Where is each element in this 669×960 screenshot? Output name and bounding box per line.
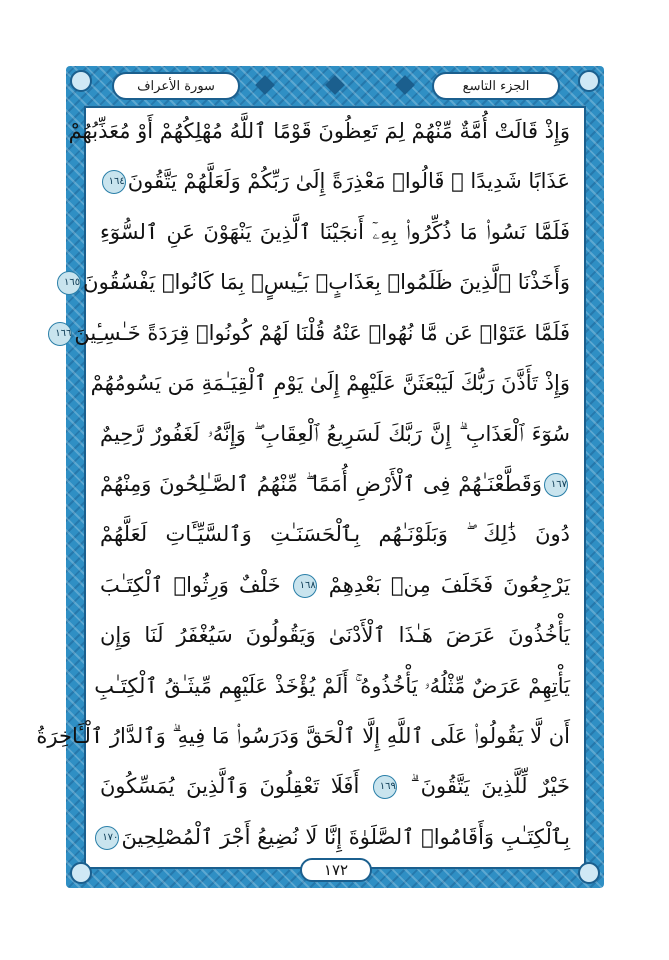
verse-line — [68, 114, 570, 148]
verse-line — [90, 366, 570, 400]
corner-ornament — [578, 862, 600, 884]
verse-line-text: دُونَ ذَٰلِكَ ۖ وَبَلَوْنَـٰهُم بِٱلْحَسَنَـٰتِ وَٱلسَّيِّـَٔاتِ لَعَلَّهُمْ — [100, 522, 570, 547]
verse-line-text: بِٱلْكِتَـٰبِ وَأَقَامُوا۟ ٱلصَّلَوٰةَ إِنَّا لَا نُضِيعُ أَجْرَ ٱلْمُصْلِحِينَ — [121, 824, 570, 849]
verse-line-text: وَإِذْ تَأَذَّنَ رَبُّكَ لَيَبْعَثَنَّ عَلَيْهِمْ إِلَىٰ يَوْمِ ٱلْقِيَـٰمَةِ مَن يَسُومُهُمْ — [90, 371, 570, 396]
verse-line — [100, 618, 570, 652]
verse-line-text: خَلْفٌ وَرِثُوا۟ ٱلْكِتَـٰبَ — [100, 572, 291, 597]
corner-ornament — [70, 70, 92, 92]
verse-number-marker: ١٧٠ — [95, 826, 119, 850]
corner-ornament — [70, 862, 92, 884]
verse-line — [64, 265, 570, 299]
verse-line-text: سُوٓءَ ٱلْعَذَابِ ۗ إِنَّ رَبَّكَ لَسَرِيعُ ٱلْعِقَابِ ۖ وَإِنَّهُۥ لَغَفُورٌ رَّحِيمٌ — [100, 421, 570, 446]
verse-line — [94, 669, 570, 703]
verse-line-text: فَلَمَّا نَسُوا۟ مَا ذُكِّرُوا۟ بِهِۦٓ أَنجَيْنَا ٱلَّذِينَ يَنْهَوْنَ عَنِ ٱلسُّوٓءِ — [100, 219, 570, 244]
verse-number-marker: ١٦٦ — [48, 322, 72, 346]
verse-line — [100, 417, 570, 451]
verse-line — [100, 467, 570, 501]
verse-line — [100, 769, 570, 803]
verse-number-marker: ١٦٥ — [57, 271, 81, 295]
verse-number-marker: ١٦٨ — [293, 574, 317, 598]
verse-line-text: وَإِذْ قَالَتْ أُمَّةٌ مِّنْهُمْ لِمَ تَعِظُونَ قَوْمًا ٱللَّهُ مُهْلِكُهُمْ أَوْ مُعَذِّبُهُمْ — [68, 119, 570, 143]
verse-line-text: يَرْجِعُونَ فَخَلَفَ مِنۢ بَعْدِهِمْ — [318, 572, 570, 597]
verse-line-text: فَلَمَّا عَتَوْا۟ عَن مَّا نُهُوا۟ عَنْهُ قُلْنَا لَهُمْ كُونُوا۟ قِرَدَةً خَـٰسِـِٔينَ — [74, 320, 570, 345]
juz-label: الجزء التاسع — [432, 72, 560, 100]
verse-line-text: يَأْتِهِمْ عَرَضٌ مِّثْلُهُۥ يَأْخُذُوهُ ۚ أَلَمْ يُؤْخَذْ عَلَيْهِم مِّيثَـٰقُ ٱلْكِتَـٰبِ — [94, 673, 570, 698]
verse-line-text: أَفَلَا تَعْقِلُونَ وَٱلَّذِينَ يُمَسِّكُونَ — [100, 774, 371, 799]
verse-line — [100, 164, 570, 198]
verse-line-text: أَن لَّا يَقُولُوا۟ عَلَى ٱللَّهِ إِلَّا ٱلْحَقَّ وَدَرَسُوا۟ مَا فِيهِ ۗ وَٱلدَّارُ ٱلْـَٔاخِرَةُ — [36, 724, 570, 749]
verse-line — [100, 568, 570, 602]
verse-number-marker: ١٦٧ — [544, 473, 568, 497]
verse-line — [36, 719, 570, 753]
verse-text — [36, 114, 570, 854]
verse-line — [100, 517, 570, 551]
surah-name-label: سورة الأعراف — [112, 72, 240, 100]
verse-line — [100, 215, 570, 249]
verse-line-text: وَقَطَّعْنَـٰهُمْ فِى ٱلْأَرْضِ أُمَمًا ۖ مِّنْهُمُ ٱلصَّـٰلِحُونَ وَمِنْهُمْ — [100, 471, 542, 496]
verse-number-marker: ١٦٩ — [373, 775, 397, 799]
verse-number-marker: ١٦٤ — [102, 170, 126, 194]
corner-ornament — [578, 70, 600, 92]
verse-line — [55, 316, 570, 350]
verse-line — [100, 820, 570, 854]
verse-line-text: خَيْرٌ لِّلَّذِينَ يَتَّقُونَ ۗ — [398, 774, 570, 799]
verse-line-text: وَأَخَذْنَا ٱلَّذِينَ ظَلَمُوا۟ بِعَذَابٍۭ بَـِٔيسٍۭ بِمَا كَانُوا۟ يَفْسُقُونَ — [83, 270, 570, 295]
page-number: ١٧٢ — [300, 858, 372, 882]
verse-line-text: عَذَابًا شَدِيدًا ۖ قَالُوا۟ مَعْذِرَةً إِلَىٰ رَبِّكُمْ وَلَعَلَّهُمْ يَتَّقُونَ — [127, 169, 570, 194]
verse-line-text: يَأْخُذُونَ عَرَضَ هَـٰذَا ٱلْأَدْنَىٰ وَيَقُولُونَ سَيُغْفَرُ لَنَا وَإِن — [100, 623, 570, 648]
